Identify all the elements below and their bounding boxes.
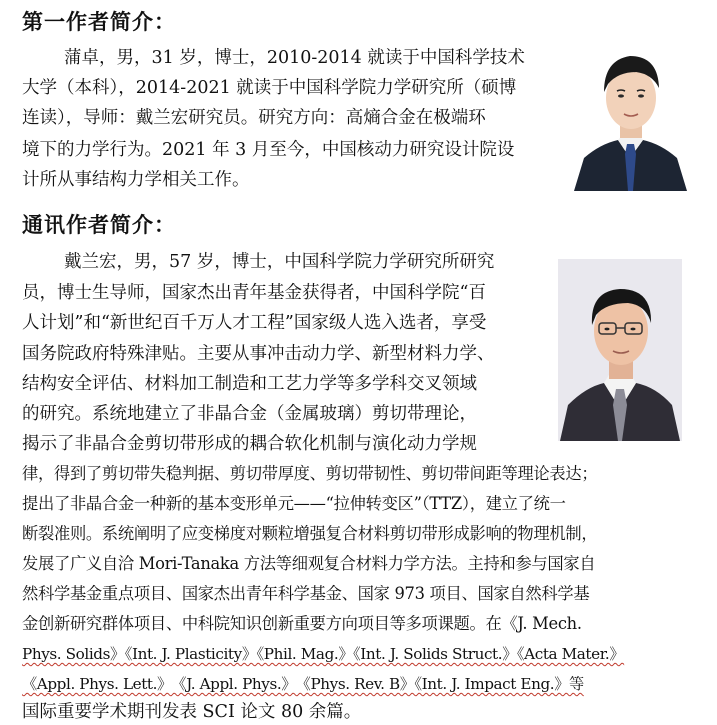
journal-list-line: 《Appl. Phys. Lett.》 《J. Appl. Phys.》 《Phys. Rev. B》《Int. J. Impact Eng.》等 — [22, 675, 584, 693]
corresponding-author-line: 结构安全评估、材料加工制造和工艺力学等多学科交叉领域 — [22, 374, 477, 394]
corresponding-author-line: 揭示了非晶合金剪切带形成的耦合软化机制与演化动力学规 — [22, 434, 477, 454]
corresponding-author-line: 金创新研究群体项目、中科院知识创新重要方向项目等多项课题。在《J. Mech. — [22, 614, 582, 633]
corresponding-author-line: 发展了广义自洽 Mori-Tanaka 方法等细观复合材料力学方法。主持和参与国家自 — [22, 554, 596, 573]
corresponding-author-heading: 通讯作者简介： — [22, 212, 176, 237]
corresponding-author-line: 戴兰宏，男，57 岁，博士，中国科学院力学研究所研究 — [64, 252, 495, 272]
corresponding-author-line: 律，得到了剪切带失稳判据、剪切带厚度、剪切带韧性、剪切带间距等理论表达； — [22, 464, 598, 483]
first-author-line: 大学（本科），2014-2021 就读于中国科学院力学研究所（硕博 — [22, 78, 517, 98]
corresponding-author-line: 提出了非晶合金一种新的基本变形单元——“拉伸转变区”（TTZ），建立了统一 — [22, 494, 566, 513]
corresponding-author-photo — [558, 259, 682, 441]
first-author-line: 蒲卓，男，31 岁，博士，2010-2014 就读于中国科学技术 — [64, 48, 525, 68]
corresponding-author-line: 的研究。系统地建立了非晶合金（金属玻璃）剪切带理论， — [22, 404, 477, 424]
first-author-line: 境下的力学行为。2021 年 3 月至今，中国核动力研究设计院设 — [22, 140, 515, 160]
corresponding-author-line: 国际重要学术期刊发表 SCI 论文 80 余篇。 — [22, 702, 362, 722]
first-author-heading: 第一作者简介： — [22, 9, 176, 34]
corresponding-author-line: 国务院政府特殊津贴。主要从事冲击动力学、新型材料力学、 — [22, 344, 495, 364]
corresponding-author-line: 然科学基金重点项目、国家杰出青年科学基金、国家 973 项目、国家自然科学基 — [22, 584, 590, 603]
corresponding-author-line: 断裂准则。系统阐明了应变梯度对颗粒增强复合材料剪切带形成影响的物理机制， — [22, 524, 598, 543]
journal-list-line: Phys. Solids》《Int. J. Plasticity》《Phil. Mag.》《Int. J. Solids Struct.》《Acta Mater.》 — [22, 645, 625, 663]
first-author-photo — [570, 34, 691, 191]
corresponding-author-line: 人计划”和“新世纪百千万人才工程”国家级人选入选者，享受 — [22, 313, 487, 333]
first-author-line: 计所从事结构力学相关工作。 — [22, 170, 250, 190]
first-author-line: 连读），导师：戴兰宏研究员。研究方向：高熵合金在极端环 — [22, 108, 486, 128]
corresponding-author-line: 员，博士生导师，国家杰出青年基金获得者，中国科学院“百 — [22, 283, 486, 303]
